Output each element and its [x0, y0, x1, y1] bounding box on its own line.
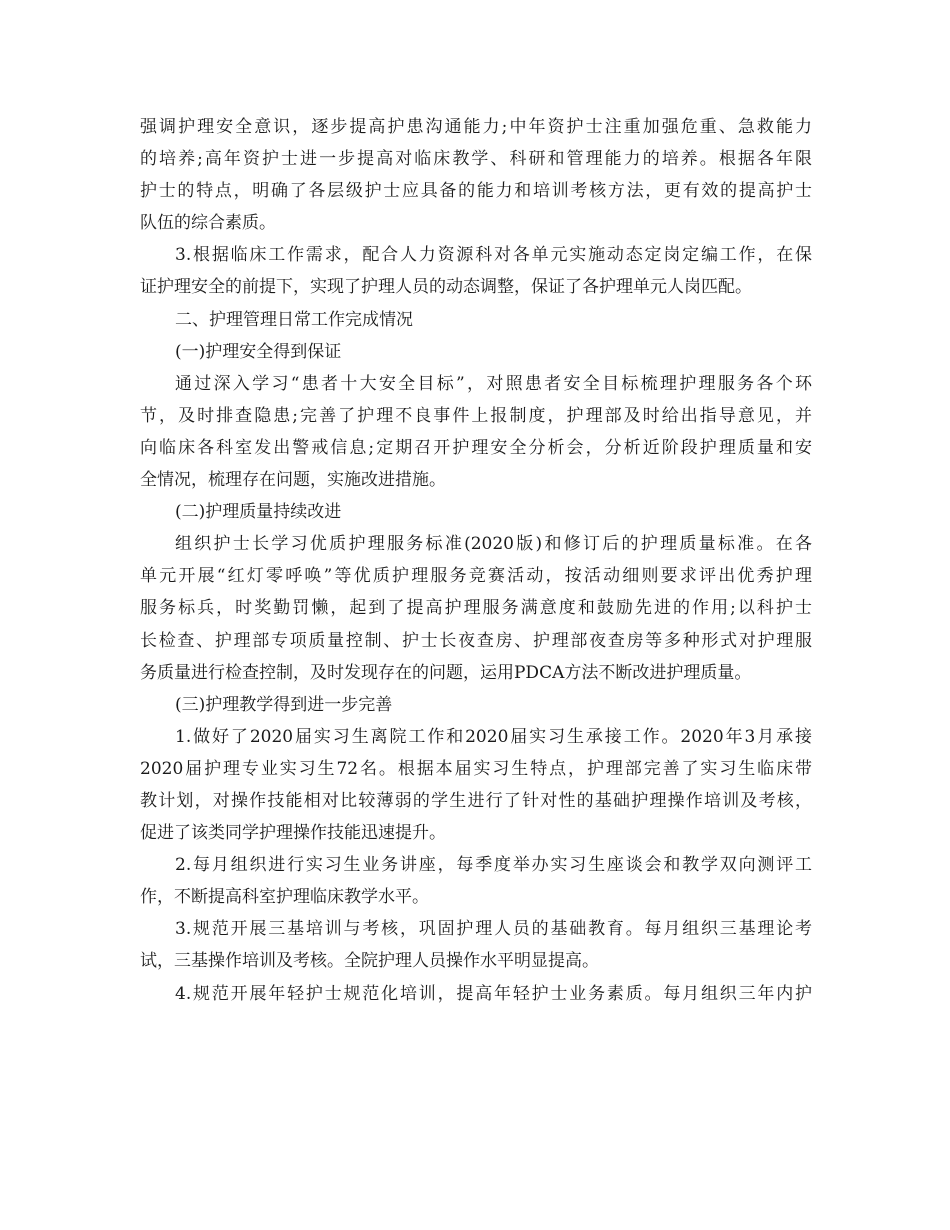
document-page: [140, 111, 812, 1010]
text-line: 全情况，梳理存在问题，实施改进措施。: [140, 470, 446, 491]
text-line: 2020届护理专业实习生72名。根据本届实习生特点，护理部完善了实习生临床带: [140, 758, 812, 779]
text-line: 长检查、护理部专项质量控制、护士长夜查房、护理部夜查房等多种形式对护理服: [140, 630, 812, 651]
text-line: 2.每月组织进行实习生业务讲座，每季度举办实习生座谈会和教学双向测评工: [175, 855, 812, 876]
text-line: 1.做好了2020届实习生离院工作和2020届实习生承接工作。2020年3月承接: [175, 726, 812, 747]
text-line: 务质量进行检查控制，及时发现存在的问题，运用PDCA方法不断改进护理质量。: [140, 662, 752, 683]
text-line: 通过深入学习“患者十大安全目标”，对照患者安全目标梳理护理服务各个环: [175, 373, 812, 394]
text-line: (三)护理教学得到进一步完善: [175, 694, 393, 715]
text-line: (一)护理安全得到保证: [175, 341, 342, 362]
text-line: 作，不断提高科室护理临床教学水平。: [140, 887, 429, 908]
text-line: 试，三基操作培训及考核。全院护理人员操作水平明显提高。: [140, 951, 599, 972]
text-line: 的培养;高年资护士进一步提高对临床教学、科研和管理能力的培养。根据各年限: [140, 149, 812, 170]
text-line: 3.规范开展三基培训与考核，巩固护理人员的基础教育。每月组织三基理论考: [175, 919, 812, 940]
text-line: 教计划，对操作技能相对比较薄弱的学生进行了针对性的基础护理操作培训及考核，: [140, 790, 812, 811]
text-line: 单元开展“红灯零呼唤”等优质护理服务竞赛活动，按活动细则要求评出优秀护理: [140, 566, 812, 587]
text-line: 节，及时排查隐患;完善了护理不良事件上报制度，护理部及时给出指导意见，并: [140, 405, 812, 426]
text-line: (二)护理质量持续改进: [175, 502, 342, 523]
text-line: 组织护士长学习优质护理服务标准(2020版)和修订后的护理质量标准。在各: [175, 534, 812, 555]
text-line: 队伍的综合素质。: [140, 213, 276, 234]
text-line: 证护理安全的前提下，实现了护理人员的动态调整，保证了各护理单元人岗匹配。: [140, 277, 752, 298]
text-line: 服务标兵，时奖勤罚懒，起到了提高护理服务满意度和鼓励先进的作用;以科护士: [140, 598, 812, 619]
text-line: 护士的特点，明确了各层级护士应具备的能力和培训考核方法，更有效的提高护士: [140, 181, 812, 202]
text-line: 3.根据临床工作需求，配合人力资源科对各单元实施动态定岗定编工作，在保: [175, 245, 812, 266]
text-line: 向临床各科室发出警戒信息;定期召开护理安全分析会，分析近阶段护理质量和安: [140, 437, 812, 458]
text-line: 二、护理管理日常工作完成情况: [175, 309, 413, 330]
text-line: 4.规范开展年轻护士规范化培训，提高年轻护士业务素质。每月组织三年内护: [175, 983, 812, 1004]
text-line: 强调护理安全意识，逐步提高护患沟通能力;中年资护士注重加强危重、急救能力: [140, 117, 812, 137]
text-line: 促进了该类同学护理操作技能迅速提升。: [140, 823, 446, 844]
